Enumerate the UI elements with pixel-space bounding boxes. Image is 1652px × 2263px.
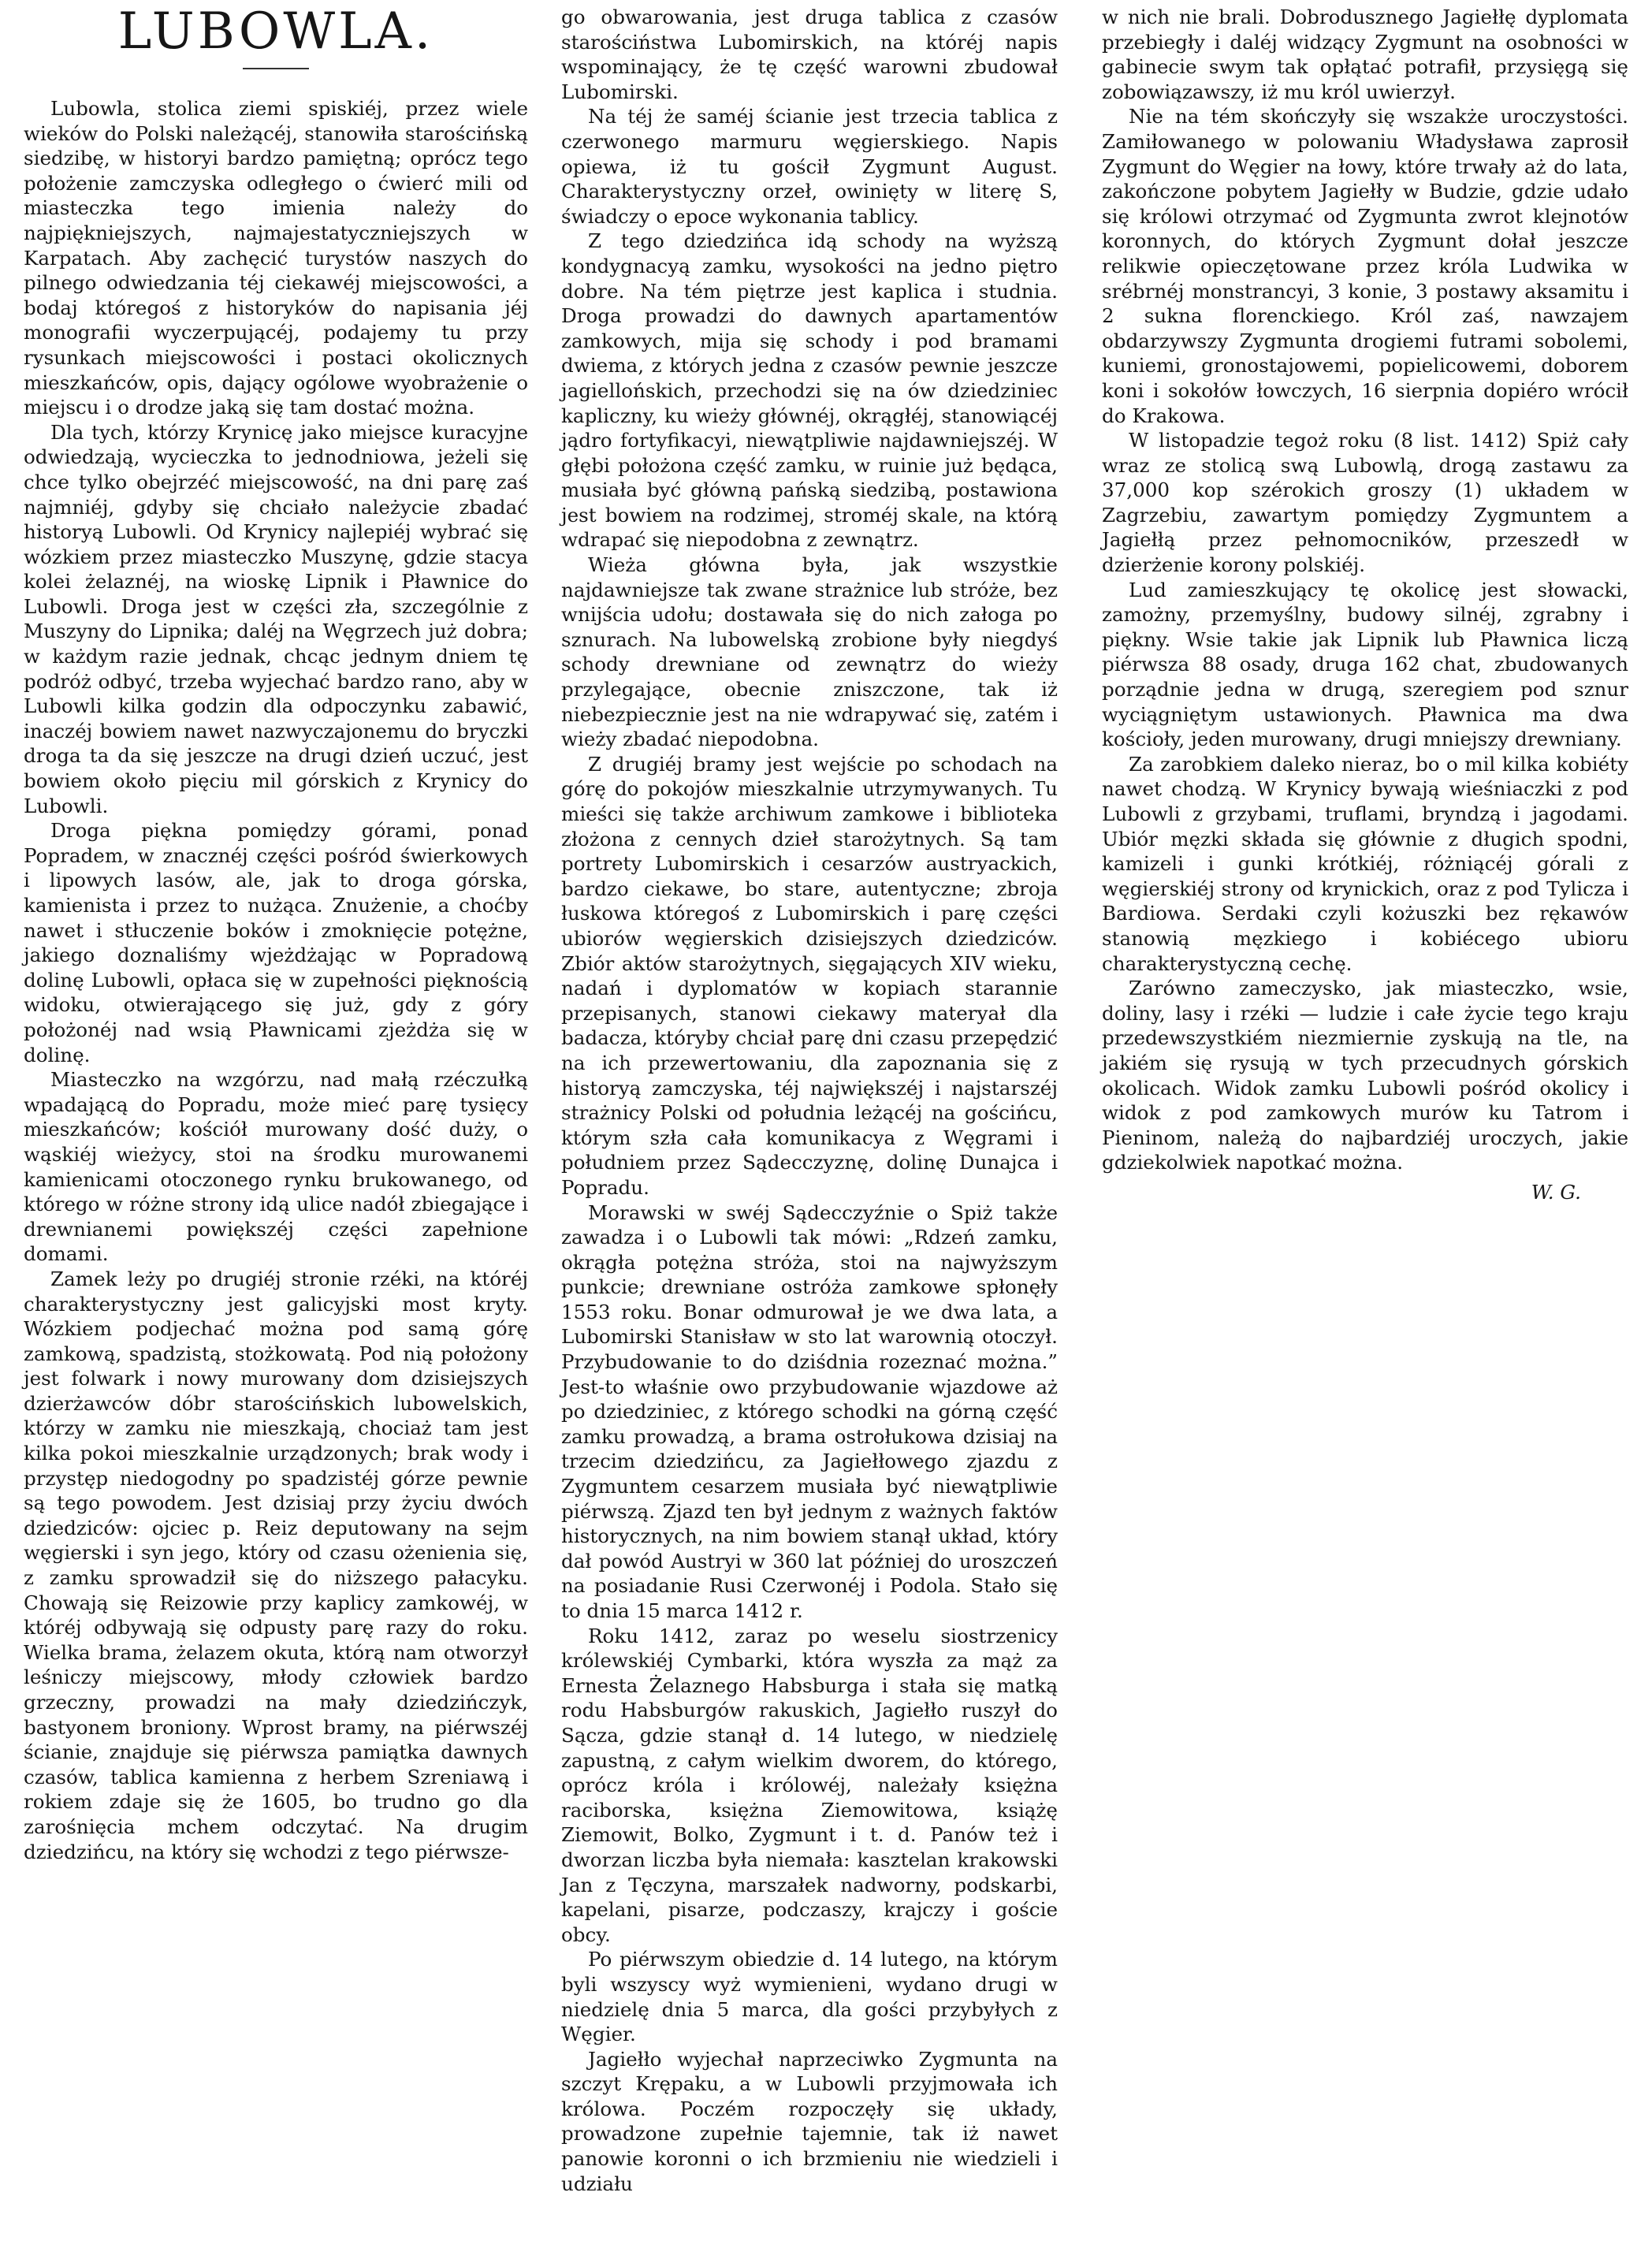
paragraph-continued: w nich nie brali. Dobrodusznego Jagiełłę dyplomata przebiegły i daléj widzący Zygmunt na osobności w gabinecie swym tak opłątać potrafił, przysięgą się zobowiązawszy, iż mu król uwierzył. xyxy=(1102,6,1628,103)
article-title: LUBOWLA. xyxy=(117,2,434,61)
paragraph: Nie na tém skończyły się wszakże uroczystości. Zamiłowanego w polowaniu Władysława zaprosił Zygmunt do Węgier na łowy, które trwały aż do lata, zakończone pobytem Jagiełły w Budzie, gdzie udało się królowi otrzymać od Zygmunta zwrot klejnotów koronnych, do których Zygmunt dołał jeszcze relikwie opieczętowane przez króla Ludwika w srébrnéj monstrancyi, 3 konie, 3 postawy aksamitu i 2 sukna florenckiego. Król zaś, nawzajem obdarzywszy Zygmunta drogiemi futrami sobolemi, kuniemi, gronostajowemi, popielicowemi, doborem koni i sokołów łowczych, 16 sierpnia dopiéro wrócił do Krakowa. xyxy=(1102,105,1628,427)
paragraph: Po piérwszym obiedzie d. 14 lutego, na którym byli wszyscy wyż wymienieni, wydano drugi w niedzielę dnia 5 marca, dla gości przybyłych z Węgier. xyxy=(561,1948,1058,2046)
column-2 xyxy=(561,5,1058,2196)
paragraph: Miasteczko na wzgórzu, nad małą rzéczułką wpadającą do Popradu, może mieć parę tysięcy mieszkańców; kościół murowany dość duży, o wąskiéj wieżycy, stoi na środku murowanemi kamienicami otoczonego rynku brukowanego, od którego w różne strony idą ulice nadół zbiegające i drewnianemi powiększéj części zapełnione domami. xyxy=(24,1068,528,1266)
paragraph: Roku 1412, zaraz po weselu siostrzenicy królewskiéj Cymbarki, która wyszła za mąż za Ernesta Żelaznego Habsburga i stała się matką rodu Habsburgów rakuskich, Jagiełło ruszył do Sącza, gdzie stanął d. 14 lutego, w niedzielę zapustną, z całym wielkim dworem, do którego, oprócz króla i królowéj, należały księżna raciborska, księżna Ziemowitowa, książę Ziemowit, Bolko, Zygmunt i t. d. Panów też i dworzan liczba była niemała: kasztelan krakowski Jan z Tęczyna, marszałek nadworny, podskarbi, kapelani, pisarze, podczaszy, krajczy i goście obcy. xyxy=(561,1624,1058,1946)
paragraph: Z drugiéj bramy jest wejście po schodach na górę do pokojów mieszkalnie utrzymywanych. Tu mieści się także archiwum zamkowe i biblioteka złożona z cennych dzieł starożytnych. Są tam portrety Lubomirskich i cesarzów austryackich, bardzo ciekawe, bo stare, autentyczne; zbroja łuskowa któregoś z Lubomirskich i parę części ubiorów węgierskich dzisiejszych dziedziców. Zbiór aktów starożytnych, sięgających XIV wieku, nadań i dyplomatów w kopiach starannie przepisanych, stanowi ciekawy materyał dla badacza, któryby chciał parę dni czasu przepędzić na ich przewertowaniu, dla zapoznania się z historyą zamczyska, téj największéj i najstarszéj strażnicy Polski od południa leżącéj na gościńcu, którym szła cała komunikacya z Węgrami i południem przez Sądecczyznę, dolinę Dunajca i Popradu. xyxy=(561,752,1058,1199)
paragraph: Lubowla, stolica ziemi spiskiéj, przez wiele wieków do Polski należącéj, stanowiła starościńską siedzibę, w historyi bardzo pamiętną; oprócz tego położenie zamczyska odległego o ćwierć mili od miasteczka tego imienia należy do najpiękniejszych, najmajestatyczniejszych w Karpatach. Aby zachęcić turystów naszych do pilnego odwiedzania téj ciekawéj miejscowości, a bodaj któregoś z historyków do napisania jéj monografii wyczerpującéj, podajemy tu przy rysunkach miejscowości i postaci okolicznych mieszkańców, opis, dający ogólowe wyobrażenie o miejscu i o drodze jaką się tam dostać można. xyxy=(24,97,528,419)
paragraph: Droga piękna pomiędzy górami, ponad Popradem, w znacznéj części pośród świerkowych i lipowych lasów, ale, jak to droga górska, kamienista i przez to nużąca. Znużenie, a choćby nawet i stłuczenie boków i zmoknięcie potężne, jakiego doznaliśmy wjeżdżając w Popradową dolinę Lubowli, opłaca się w zupełności pięknością widoku, otwierającego się już, gdy z góry położonéj nad wsią Pławnicami zjeżdża się w dolinę. xyxy=(24,819,528,1066)
paragraph: Na téj że saméj ścianie jest trzecia tablica z czerwonego marmuru węgierskiego. Napis opiewa, iż tu gościł Zygmunt August. Charakterystyczny orzeł, owinięty w literę S, świadczy o epoce wykonania tablicy. xyxy=(561,105,1058,228)
paragraph: Zamek leży po drugiéj stronie rzéki, na któréj charakterystyczny jest galicyjski most kryty. Wózkiem podjechać można pod samą górę zamkową, spadzistą, stożkowatą. Pod nią położony jest folwark i nowy murowany dom dzisiejszych dzierżawców dóbr starościńskich lubowelskich, którzy w zamku nie mieszkają, chociaż tam jest kilka pokoi mieszkalnie urządzonych; brak wody i przystęp niedogodny po spadzistéj górze pewnie są tego powodem. Jest dzisiaj przy życiu dwóch dziedziców: ojciec p. Reiz deputowany na sejm węgierski i syn jego, który od czasu ożenienia się, z zamku sprowadził się do niższego pałacyku. Chowają się Reizowie przy kaplicy zamkowéj, w któréj odbywają się odpusty parę razy do roku. Wielka brama, żelazem okuta, którą nam otworzył leśniczy miejscowy, młody człowiek bardzo grzeczny, prowadzi na mały dziedzińczyk, bastyonem broniony. Wprost bramy, na piérwszéj ścianie, znajduje się piérwsza pamiątka dawnych czasów, tablica kamienna z herbem Szreniawą i rokiem zdaje się że 1605, bo trudno go dla zarośnięcia mchem odczytać. Na drugim dziedzińcu, na który się wchodzi z tego piérwsze- xyxy=(24,1267,528,1863)
author-signature: W. G. xyxy=(1531,1180,1581,1204)
paragraph: Za zarobkiem daleko nieraz, bo o mil kilka kobiéty nawet chodzą. W Krynicy bywają wieśniaczki z pod Lubowli z grzybami, truflami, bryndzą i jagodami. Ubiór męzki składa się głównie z długich spodni, kamizeli i gunki krótkiéj, różniącéj górali z węgierskiéj strony od krynickich, oraz z pod Tylicza i Bardiowa. Serdaki czyli kożuszki bez rękawów stanowią męzkiego i kobiécego ubioru charakterystyczną cechę. xyxy=(1102,752,1628,975)
paragraph: Wieża główna była, jak wszystkie najdawniejsze tak zwane strażnice lub stróże, bez wnijścia udołu; dostawała się do nich załoga po sznurach. Na lubowelską zrobione były niegdyś schody drewniane od zewnątrz do wieży przylegające, obecnie zniszczone, tak iż niebezpiecznie jest na nie wdrapywać się, zatém i wieży zbadać niepodobna. xyxy=(561,553,1058,751)
paragraph: Morawski w swéj Sądecczyźnie o Spiż także zawadza i o Lubowli tak mówi: „Rdzeń zamku, okrągła potężna stróża, stoi na najwyższym punkcie; drewniane ostróża zamkowe spłonęły 1553 roku. Bonar odmurował je we dwa lata, a Lubomirski Stanisław w sto lat warownią otoczył. Przybudowanie to do dziśdnia rozeznać można.” Jest-to właśnie owo przybudowanie wjazdowe aż po dziedziniec, z którego schodki na górną część zamku prowadzą, a brama ostrołukowa dzisiaj na trzecim dziedzińcu, za Jagiełłowego zjazdu z Zygmuntem cesarzem musiała być niewątpliwie piérwszą. Zjazd ten był jednym z ważnych faktów historycznych, na nim bowiem stanął układ, który dał powód Austryi w 360 lat później do uroszczeń na posiadanie Rusi Czerwonéj i Podola. Stało się to dnia 15 marca 1412 r. xyxy=(561,1200,1058,1622)
paragraph: Zarówno zameczysko, jak miasteczko, wsie, doliny, lasy i rzéki — ludzie i całe życie tego kraju przedewszystkiém niezmiernie zyskują na tle, na jakiém się rysują w tych przecudnych górskich okolicach. Widok zamku Lubowli pośród okolicy i widok z pod zamkowych murów ku Tatrom i Pieninom, należą do najbardziéj uroczych, jakie gdziekolwiek napotkać można. xyxy=(1102,977,1628,1174)
paragraph-continued: go obwarowania, jest druga tablica z czasów starościństwa Lubomirskich, na któréj napis wspominający, że tę część warowni zbudował Lubomirski. xyxy=(561,6,1058,103)
column-1 xyxy=(24,2,528,1864)
paragraph: Dla tych, którzy Krynicę jako miejsce kuracyjne odwiedzają, wycieczka to jednodniowa, jeżeli się chce tylko obejrzéć miejscowość, na dni parę zaś najmniéj, gdyby się chciało należycie zbadać historyą Lubowli. Od Krynicy najlepiéj wybrać się wózkiem przez miasteczko Muszynę, gdzie stacya kolei żelaznéj, na wioskę Lipnik i Pławnice do Lubowli. Droga jest w części zła, szczególnie z Muszyny do Lipnika; daléj na Węgrzech już dobra; w każdym razie jednak, chcąc jednym dniem tę podróż odbyć, trzeba wyjechać bardzo rano, aby w Lubowli kilka godzin dla odpoczynku zabawić, inaczéj bowiem nawet nazwyczajonemu do bryczki droga ta da się jeszcze na drugi dzień uczuć, jest bowiem około pięciu mil górskich z Krynicy do Lubowli. xyxy=(24,420,528,817)
column-3 xyxy=(1102,5,1628,1205)
title-underline xyxy=(243,68,309,69)
paragraph: W listopadzie tegoż roku (8 list. 1412) Spiż cały wraz ze stolicą swą Lubowlą, drogą zastawu za 37,000 kop szérokich groszy (1) układem w Zagrzebiu, zawartym pomiędzy Zygmuntem a Jagiełłą przez pełnomocników, przeszedł w dzierżenie korony polskiéj. xyxy=(1102,429,1628,577)
paragraph: Z tego dziedzińca idą schody na wyższą kondygnacyą zamku, wysokości na jedno piętro dobre. Na tém piętrze jest kaplica i studnia. Droga prowadzi do dawnych apartamentów zamkowych, mija się schody i pod bramami dwiema, z których jedna z czasów pewnie jeszcze jagiellońskich, przechodzi się na ów dziedziniec kapliczny, ku wieży głównéj, okrągłéj, stanowiącéj jądro fortyfikacyi, niewątpliwie najdawniejszéj. W głębi położona część zamku, w ruinie już będąca, musiała być główną pańską siedzibą, postawiona jest bowiem na rodzimej, stroméj skale, na którą wdrapać się niepodobna z zewnątrz. xyxy=(561,229,1058,552)
paragraph: Lud zamieszkujący tę okolicę jest słowacki, zamożny, przemyślny, budowy silnéj, zgrabny i piękny. Wsie takie jak Lipnik lub Pławnica liczą piérwsza 88 osady, druga 162 chat, zbudowanych porządnie jedna w drugą, szeregiem pod sznur wyciągniętym ustawionych. Pławnica ma dwa kościoły, jeden murowany, drugi mniejszy drewniany. xyxy=(1102,578,1628,751)
paragraph: Jagiełło wyjechał naprzeciwko Zygmunta na szczyt Krępaku, a w Lubowli przyjmowała ich królowa. Poczém rozpoczęły się układy, prowadzone zupełnie tajemnie, tak iż nawet panowie koronni o ich brzmieniu nie wiedzieli i udziału xyxy=(561,2047,1058,2195)
